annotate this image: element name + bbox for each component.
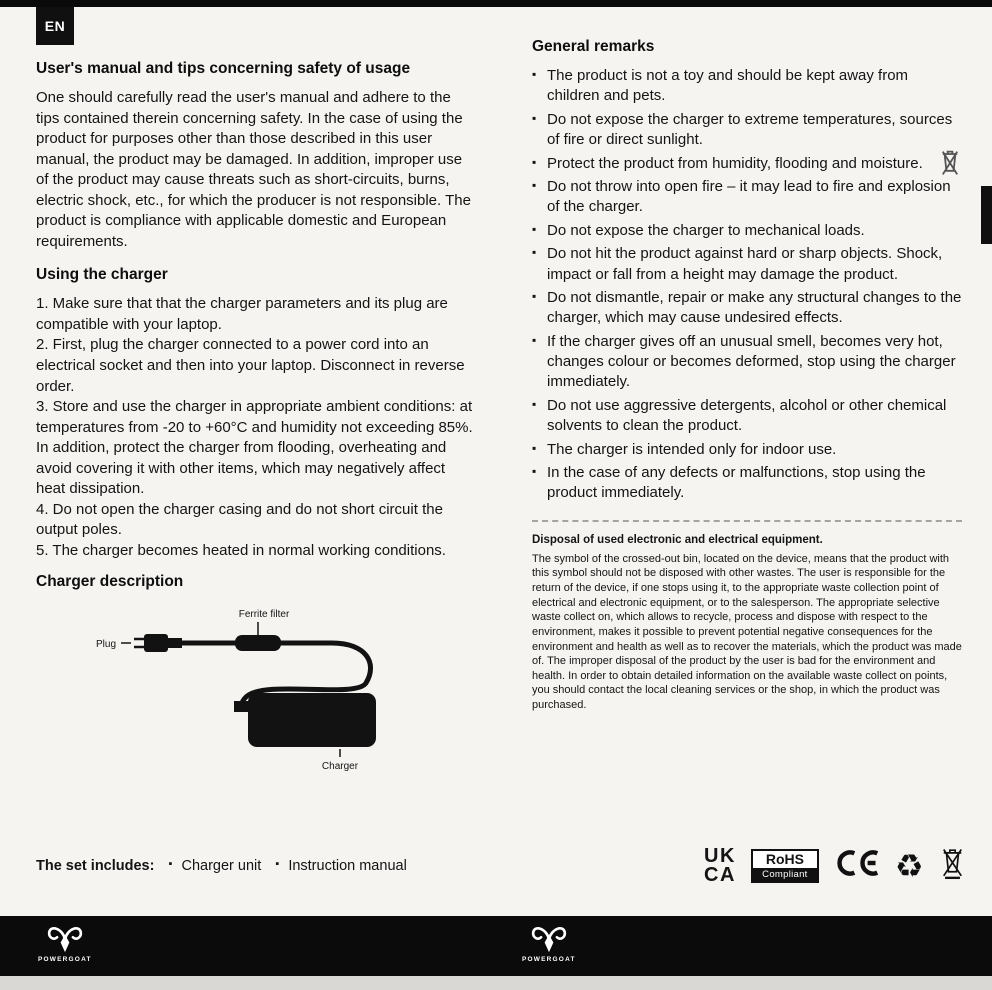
step-item: 3. Store and use the charger in appropriate ambient conditions: at temperatures from -20 to +60°C and humidity not exceeding 85%. In addition, protect the charger from flooding, overheating and avoid covering it with other items, which may negatively affect heat dissipation.	[36, 398, 473, 498]
ce-mark-icon	[834, 848, 880, 883]
recycle-icon: ♻	[894, 847, 924, 884]
compliance-marks-row	[704, 846, 966, 885]
set-includes-line	[36, 858, 407, 874]
page-top-edge	[0, 0, 992, 7]
footer-band	[0, 916, 992, 976]
language-badge	[36, 7, 74, 45]
remark-item: ▪ The charger is intended only for indoor use.	[532, 440, 962, 460]
remark-item: ▪ Do not hit the product against hard or sharp objects. Shock, impact or fall from a height may damage the product.	[532, 244, 962, 285]
rohs-label: RoHS	[765, 850, 804, 867]
ukca-bottom: CA	[704, 863, 736, 886]
set-includes-label: The set includes:	[36, 858, 155, 874]
usage-heading: User's manual and tips concerning safety of usage	[36, 60, 411, 77]
remark-item: ▪ Do not expose the charger to mechanical loads.	[532, 221, 962, 241]
charger-diagram	[94, 605, 414, 777]
remark-item: ▪ Do not throw into open fire – it may lead to fire and explosion of the charger.	[532, 177, 962, 218]
right-column	[532, 38, 962, 713]
crossed-bin-icon	[939, 846, 966, 885]
step-item: 5. The charger becomes heated in normal working conditions.	[36, 541, 446, 559]
disposal-section	[532, 534, 962, 713]
using-charger-steps	[36, 294, 474, 561]
remark-item: ▪ Do not expose the charger to extreme temperatures, sources of fire or direct sunlight.	[532, 110, 962, 151]
remark-item: ▪ If the charger gives off an unusual smell, becomes very hot, changes colour or becomes deformed, stop using the charger immediately.	[532, 332, 962, 393]
using-charger-heading: Using the charger	[36, 266, 168, 284]
charger-description-heading: Charger description	[36, 573, 184, 591]
disposal-heading: Disposal of used electronic and electrical equipment.	[532, 533, 823, 546]
ukca-top: UK	[704, 844, 736, 867]
goat-icon	[44, 923, 86, 955]
charger-label: Charger	[321, 761, 359, 773]
remark-item: ▪ In the case of any defects or malfunctions, stop using the product immediately.	[532, 463, 962, 504]
general-remarks-list	[532, 66, 962, 504]
rohs-compliant-label: Compliant	[753, 868, 817, 881]
brand-name: POWERGOAT	[38, 956, 92, 963]
usage-paragraph: One should carefully read the user's manual and adhere to the tips contained therein concerning safety. In the case of using the product for purposes other than those described in this user manual, the product may be damaged. In addition, improper use of the product may cause threats such as short-circuits, burns, electric shock, etc., for which the producer is not responsible. The product is compliance with applicable domestic and European requirements.	[36, 89, 471, 250]
set-includes-item: ▪ Instruction manual	[275, 858, 406, 874]
remark-item: ▪ Do not use aggressive detergents, alcohol or other chemical solvents to clean the product.	[532, 396, 962, 437]
ukca-mark-icon	[704, 844, 736, 886]
plug-label: Plug	[96, 639, 117, 651]
left-column	[36, 60, 474, 782]
brand-logo	[38, 923, 92, 963]
rohs-mark	[751, 849, 819, 883]
ferrite-filter-label: Ferrite filter	[238, 609, 290, 621]
goat-icon	[528, 923, 570, 955]
step-item: 1. Make sure that that the charger parameters and its plug are compatible with your laptop.	[36, 295, 448, 333]
step-item: 4. Do not open the charger casing and do not short circuit the output poles.	[36, 500, 443, 539]
remark-item: ▪ Protect the product from humidity, flooding and moisture.	[532, 154, 962, 174]
scan-edge-mark	[981, 186, 992, 244]
brand-name: POWERGOAT	[522, 956, 576, 963]
brand-logo	[522, 923, 576, 963]
language-badge-label: EN	[44, 18, 66, 34]
remark-item: ▪ The product is not a toy and should be kept away from children and pets.	[532, 66, 962, 107]
dashed-divider	[532, 520, 962, 522]
step-item: 2. First, plug the charger connected to a power cord into an electrical socket and then into your laptop. Disconnect in reverse order.	[36, 336, 465, 395]
disposal-paragraph: The symbol of the crossed-out bin, located on the device, means that the product with this symbol should not be disposed with other wastes. The user is responsible for the return of the device, if one stops using it, to the appropriate waste collection point of electrical and electronic equipment, or to the salesperson. The appropriate selective waste collect on, which allows to recycle, process and dispose with respect to the environment, makes it possible to prevent potential negative consequences for the environment and health as well as to recover the materials, which the product was made of. The improper disposal of the product by the user is bad for the environment and health. In order to obtain detailed information on the available waste collect on points, you should contact the local cleaning services or the shop, in which the product was purchased.	[532, 552, 962, 712]
general-remarks-heading: General remarks	[532, 38, 655, 55]
page-bottom-edge	[0, 976, 992, 990]
remark-item: ▪ Do not dismantle, repair or make any structural changes to the charger, which may cause undesired effects.	[532, 288, 962, 329]
set-includes-item: ▪ Charger unit	[168, 858, 261, 874]
